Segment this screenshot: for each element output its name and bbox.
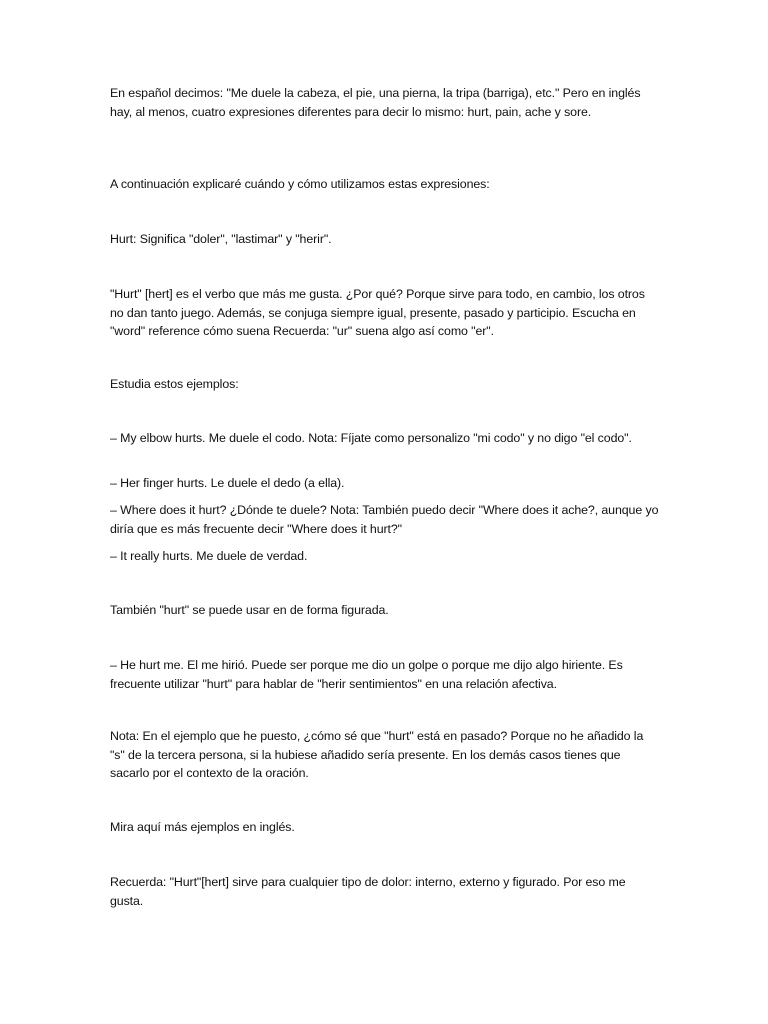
paragraph-more-examples: Mira aquí más ejemplos en inglés. — [110, 820, 295, 834]
paragraph-note: Nota: En el ejemplo que he puesto, ¿cómo sé que "hurt" está en pasado? Porque no he añadido la "s" de la tercera persona, si la hubiese añadido sería presente. En los demás casos tienes que sacarlo por el contexto de la oración. — [110, 729, 644, 780]
paragraph-remember: Recuerda: "Hurt"[hert] sirve para cualquier tipo de dolor: interno, externo y figurado. Por eso me gusta. — [110, 875, 626, 908]
example-really: – It really hurts. Me duele de verdad. — [110, 549, 308, 563]
paragraph-study-examples: Estudia estos ejemplos: — [110, 377, 239, 391]
paragraph-hurt-verb: "Hurt" [hert] es el verbo que más me gusta. ¿Por qué? Porque sirve para todo, en cambio, los otros no dan tanto juego. Además, se conjuga siempre igual, presente, pasado y participio. Escucha en "word" reference cómo suena Recuerda: "ur" suena algo así como "er". — [110, 287, 645, 338]
example-he-hurt-me: – He hurt me. El me hirió. Puede ser porque me dio un golpe o porque me dijo algo hiriente. Es frecuente utilizar "hurt" para hablar de "herir sentimientos" en una relación afectiva. — [110, 658, 623, 691]
paragraph-intro: En español decimos: "Me duele la cabeza, el pie, una pierna, la tripa (barriga), etc." Pero en inglés hay, al menos, cuatro expresiones diferentes para decir lo mismo: hurt, pain, ache y sore. — [110, 86, 641, 119]
example-finger: – Her finger hurts. Le duele el dedo (a ella). — [110, 476, 345, 490]
paragraph-explanation: A continuación explicaré cuándo y cómo utilizamos estas expresiones: — [110, 177, 490, 191]
paragraph-figurative: También "hurt" se puede usar en de forma figurada. — [110, 603, 389, 617]
example-where: – Where does it hurt? ¿Dónde te duele? Nota: También puedo decir "Where does it ache?, aunque yo diría que es más frecuente decir "Where does it hurt?" — [110, 503, 659, 536]
paragraph-hurt-definition: Hurt: Significa "doler", "lastimar" y "herir". — [110, 232, 332, 246]
example-elbow: – My elbow hurts. Me duele el codo. Nota: Fíjate como personalizo "mi codo" y no digo "el codo". — [110, 431, 632, 445]
